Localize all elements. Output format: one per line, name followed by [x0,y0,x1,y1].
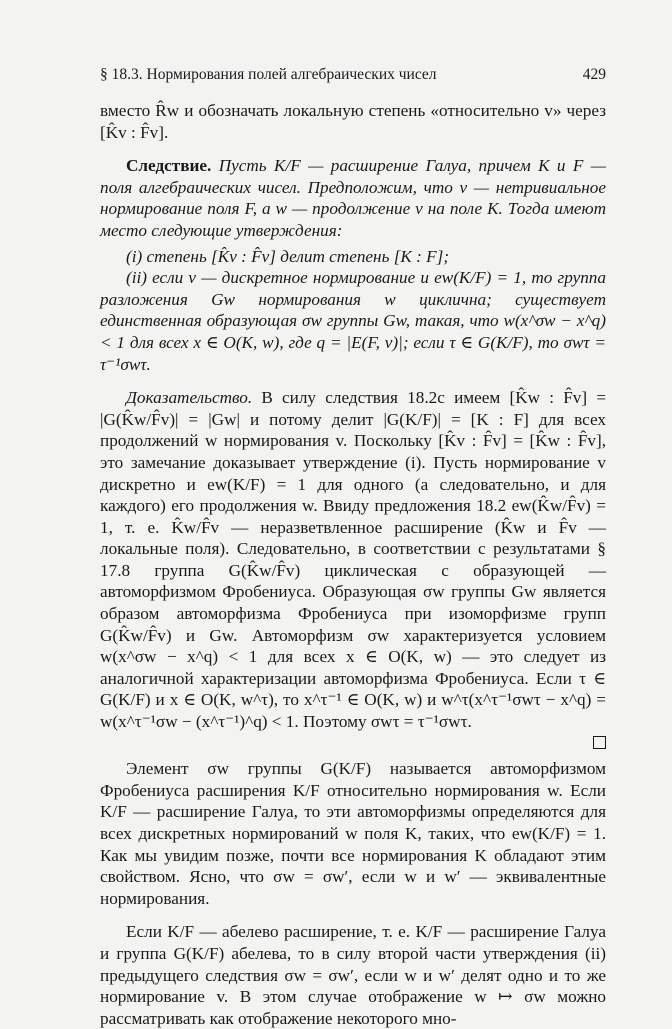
page-number: 429 [582,66,606,83]
corollary-item-1: (i) степень [K̂v : F̂v] делит степень [K : F]; [126,246,450,266]
paragraph-abelian: Если K/F — абелево расширение, т. е. K/F — расширение Галуа и группа G(K/F) абелева, то в силу второй части утверждения (ii) предыдущего следствия σw = σw′, если w и w′ делят одно и то же нормирование v. В этом случае отображение w ↦ σw можно рассматривать как отображение некоторого мно- [100,922,606,1028]
corollary-label: Следствие. [126,156,212,176]
proof [100,387,606,733]
corollary-item-2: (ii) если v — дискретное нормирование и ew(K/F) = 1, то группа разложения Gw нормирования w циклична; существует единственная образующая σw группы Gw, такая, что w(x^σw − x^q) < 1 для всех x ∈ O(K, w), где q = |E(F, v)|; если τ ∈ G(K/F), то σwτ = τ⁻¹σwτ. [100,268,606,374]
running-title: § 18.3. Нормирования полей алгебраических чисел [100,66,437,83]
proof-label: Доказательство. [126,388,253,408]
corollary-statement: Пусть K/F — расширение Галуа, причем K и F — поля алгебраических чисел. Предположим, что v — нетривиальное нормирование поля F, а w — продолжение v на поле K. Тогда имеют место следующие утверждения: [100,156,607,240]
qed-line [100,733,606,755]
text-body [100,100,606,1029]
paragraph-frobenius-definition: Элемент σw группы G(K/F) называется автоморфизмом Фробениуса расширения K/F относительно нормирования w. Если K/F — расширение Галуа, то эти автоморфизмы определяются для всех дискретных нормирований w поля K, таких, что ew(K/F) = 1. Как мы увидим позже, почти все нормирования K обладают этим свойством. Ясно, что σw = σw′, если w и w′ — эквивалентные нормирования. [100,759,606,908]
proof-text: В силу следствия 18.2c имеем [K̂w : F̂v] = |G(K̂w/F̂v)| = |Gw| и потому делит |G(K/F)| = [K : F] для всех продолжений w нормирования v. Поскольку [K̂v : F̂v] = [K̂w : F̂v], это замечание доказывает утверждение (i). Пусть нормирование v дискретно и ew(K/F) = 1 для одного (а следовательно, и для каждого) его продолжения w. Ввиду предложения 18.2 ew(K̂w/F̂v) = 1, т. е. K̂w/F̂v — неразветвленное расширение (K̂w и F̂v — локальные поля). Следовательно, в соответствии с результатами § 17.8 группа G(K̂w/F̂v) циклическая с образующей — автоморфизмом Фробениуса. Образующая σw группы Gw является образом автоморфизма Фробениуса при изоморфизме групп G(K̂w/F̂v) и Gw. Автоморфизм σw характеризуется условием w(x^σw − x^q) < 1 для всех x ∈ O(K, w) — это следует из аналогичной характеризации автоморфизма Фробениуса. Если τ ∈ G(K/F) и x ∈ O(K, w^τ), то x^τ⁻¹ ∈ O(K, w) и w^τ(x^τ⁻¹σwτ − x^q) = w(x^τ⁻¹σw − (x^τ⁻¹)^q) < 1. Поэтому σwτ = τ⁻¹σwτ. [100,388,607,732]
paragraph-continuation: вместо R̂w и обозначать локальную степень «относительно v» через [K̂v : F̂v]. [100,101,606,142]
corollary [100,155,606,241]
running-header [100,66,606,88]
qed-symbol-icon [593,736,606,749]
